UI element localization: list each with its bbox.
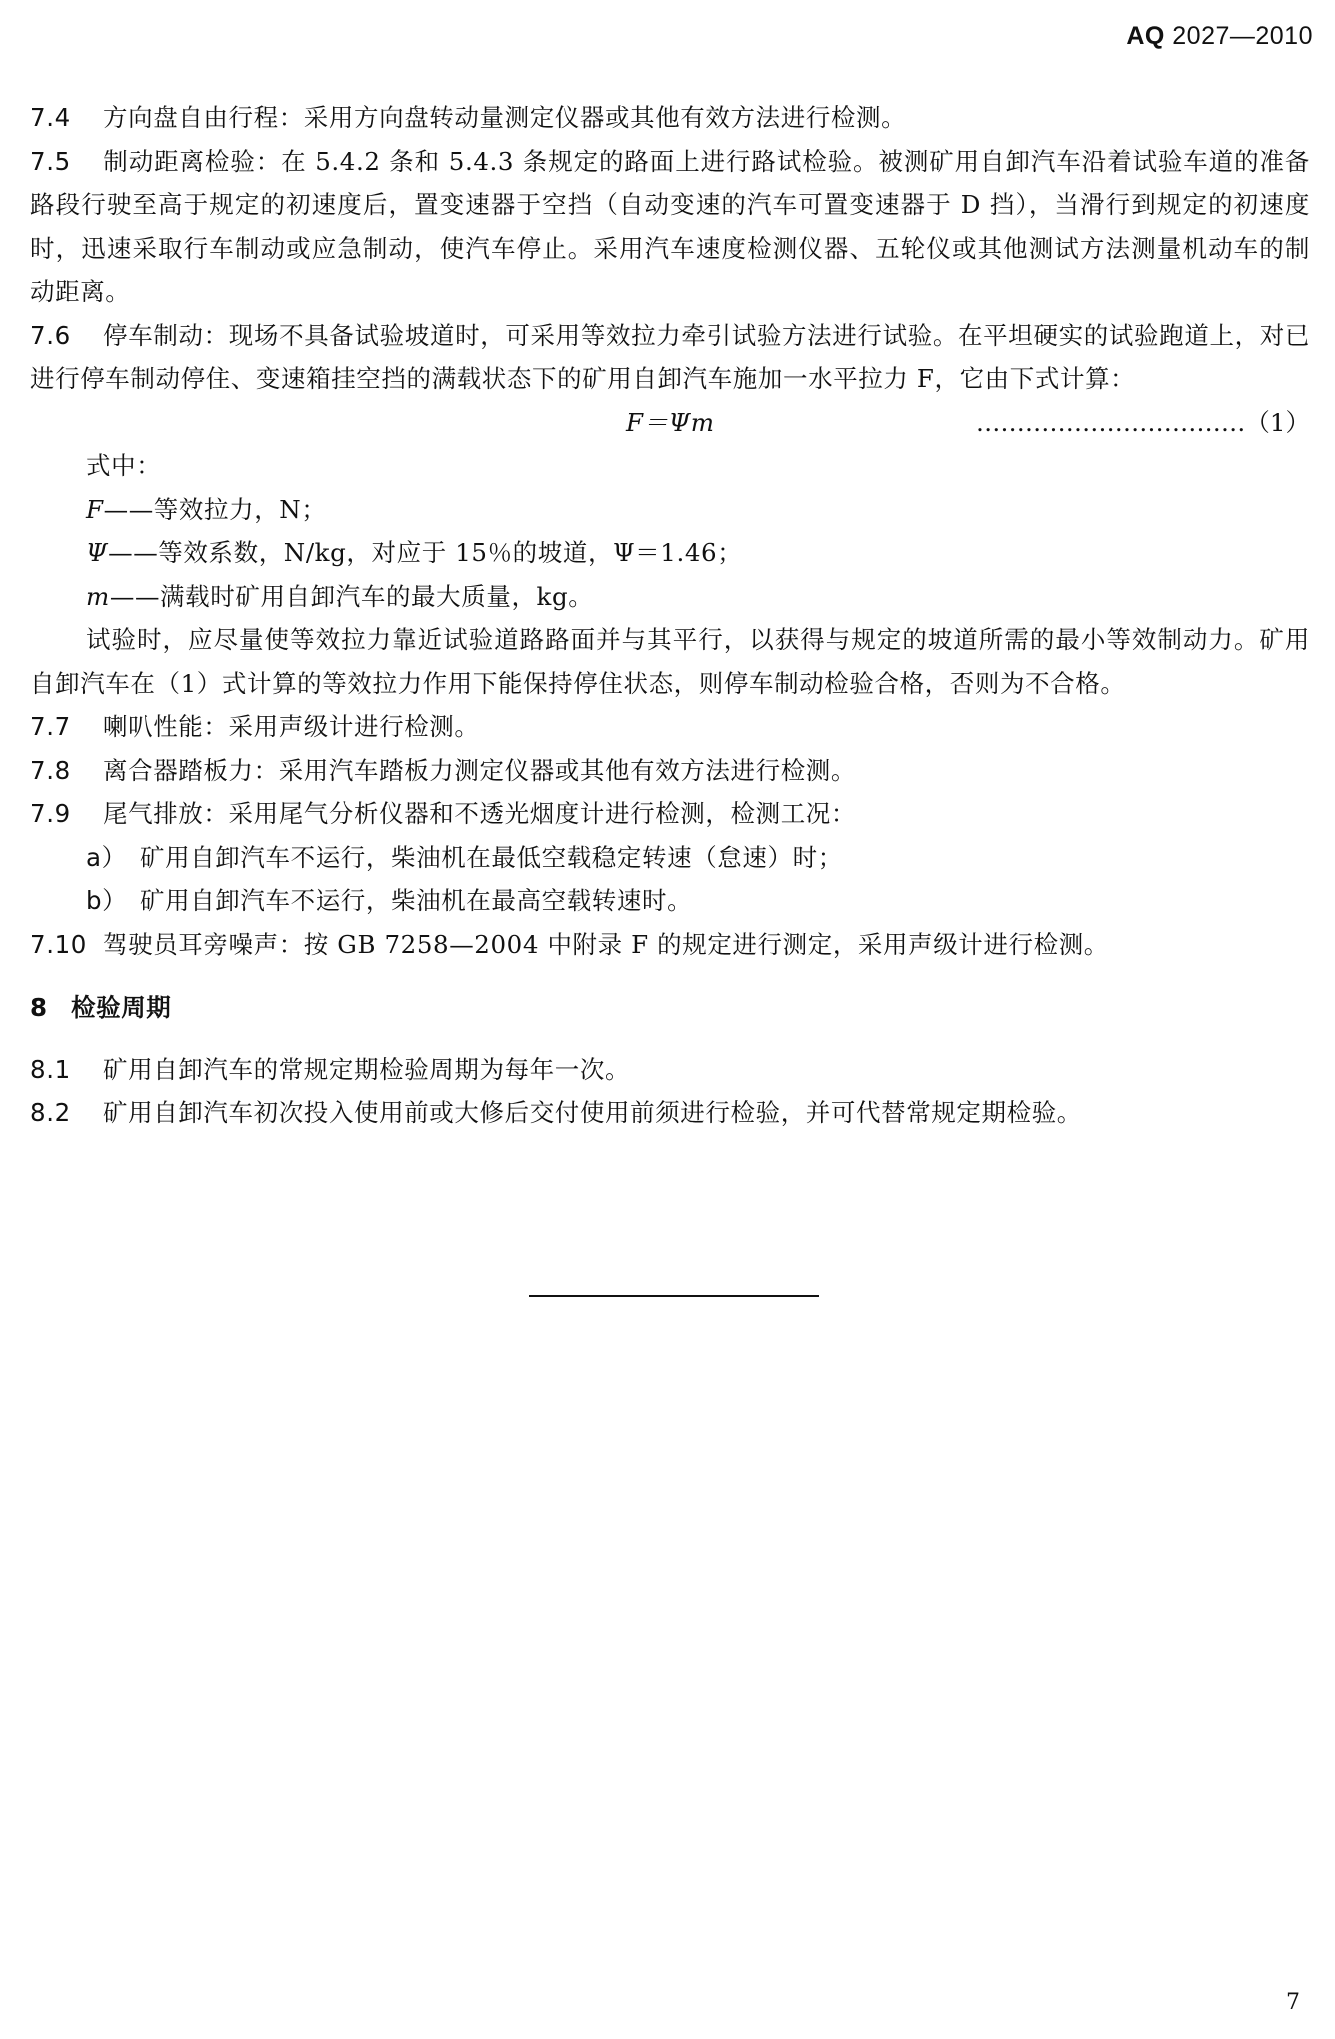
clause-number: 7.7 xyxy=(30,712,71,741)
section-title: 检验周期 xyxy=(71,993,172,1022)
end-of-document-rule xyxy=(529,1295,819,1297)
list-label: a） xyxy=(86,842,127,872)
clause-number: 7.6 xyxy=(30,320,71,350)
clause-7-10 xyxy=(30,923,1310,967)
clause-7-8 xyxy=(30,749,1310,793)
section-8-heading xyxy=(30,986,1310,1030)
clause-text: 矿用自卸汽车初次投入使用前或大修后交付使用前须进行检验，并可代替常规定期检验。 xyxy=(103,1098,1082,1127)
where-item-psi xyxy=(30,531,1310,575)
clause-number: 7.10 xyxy=(30,929,87,959)
formula-index: （1） xyxy=(1245,407,1310,437)
clause-number: 8.2 xyxy=(30,1098,71,1127)
list-label: b） xyxy=(86,886,128,915)
clause-7-7 xyxy=(30,705,1310,749)
symbol: Ψ xyxy=(86,538,109,567)
clause-text: 离合器踏板力：采用汽车踏板力测定仪器或其他有效方法进行检测。 xyxy=(103,755,856,785)
symbol: F xyxy=(86,494,104,524)
formula-1 xyxy=(30,401,1310,445)
clause-number: 7.8 xyxy=(30,755,71,785)
formula-expression: F＝Ψm xyxy=(626,407,715,437)
standard-prefix: AQ xyxy=(1126,22,1165,50)
clause-7-6-note: 试验时，应尽量使等效拉力靠近试验道路路面并与其平行，以获得与规定的坡道所需的最小等效制动力。矿用自卸汽车在（1）式计算的等效拉力作用下能保持停住状态，则停车制动检验合格，否则为不合格。 xyxy=(30,625,1310,698)
clause-text: 制动距离检验：在 5.4.2 条和 5.4.3 条规定的路面上进行路试检验。被测矿用自卸汽车沿着试验车道的准备路段行驶至高于规定的初速度后，置变速器于空挡（自动变速的汽车可置变速器于 D 挡），当滑行到规定的初速度时，迅速采取行车制动或应急制动，使汽车停止。采用汽车速度检测仪器、五轮仪或其他测试方法测量机动车的制动距离。 xyxy=(30,146,1310,306)
symbol-definition: ——满载时矿用自卸汽车的最大质量，kg。 xyxy=(109,581,594,611)
section-number: 8 xyxy=(30,993,48,1022)
list-item xyxy=(30,836,1310,880)
clause-7-6 xyxy=(30,314,1310,401)
clause-7-5 xyxy=(30,140,1310,314)
clause-number: 7.5 xyxy=(30,146,71,176)
clause-text: 停车制动：现场不具备试验坡道时，可采用等效拉力牵引试验方法进行试验。在平坦硬实的试验跑道上，对已进行停车制动停住、变速箱挂空挡的满载状态下的矿用自卸汽车施加一水平拉力 F，它由下式计算： xyxy=(30,320,1310,393)
where-label: 式中： xyxy=(86,451,162,480)
page-number: 7 xyxy=(1286,1990,1300,2015)
standard-code xyxy=(1126,22,1313,51)
standard-number: 2027—2010 xyxy=(1164,22,1313,50)
clause-text: 矿用自卸汽车的常规定期检验周期为每年一次。 xyxy=(103,1054,631,1084)
clause-number: 7.4 xyxy=(30,103,71,132)
symbol-definition: ——等效拉力，N； xyxy=(103,494,327,524)
formula-leader-dots: …………………………… xyxy=(975,407,1246,437)
clause-text: 尾气排放：采用尾气分析仪器和不透光烟度计进行检测，检测工况： xyxy=(103,799,856,828)
clause-7-4 xyxy=(30,96,1310,140)
list-item xyxy=(30,879,1310,923)
symbol: m xyxy=(86,581,110,611)
formula-number xyxy=(976,401,1310,445)
symbol-definition: ——等效系数，N/kg，对应于 15％的坡道，Ψ＝1.46； xyxy=(108,538,743,567)
clause-text: 驾驶员耳旁噪声：按 GB 7258—2004 中附录 F 的规定进行测定，采用声级计进行检测。 xyxy=(103,929,1109,959)
clause-text: 方向盘自由行程：采用方向盘转动量测定仪器或其他有效方法进行检测。 xyxy=(103,103,907,132)
where-item-f xyxy=(30,488,1310,532)
clause-number: 7.9 xyxy=(30,799,71,828)
clause-text: 喇叭性能：采用声级计进行检测。 xyxy=(103,712,480,741)
where-item-m xyxy=(30,575,1310,619)
clause-8-1 xyxy=(30,1048,1310,1092)
document-body xyxy=(30,96,1310,1135)
clause-8-2 xyxy=(30,1091,1310,1135)
clause-7-9 xyxy=(30,792,1310,836)
clause-number: 8.1 xyxy=(30,1054,71,1084)
list-text: 矿用自卸汽车不运行，柴油机在最低空载稳定转速（怠速）时； xyxy=(140,842,843,872)
list-text: 矿用自卸汽车不运行，柴油机在最高空载转速时。 xyxy=(140,886,693,915)
